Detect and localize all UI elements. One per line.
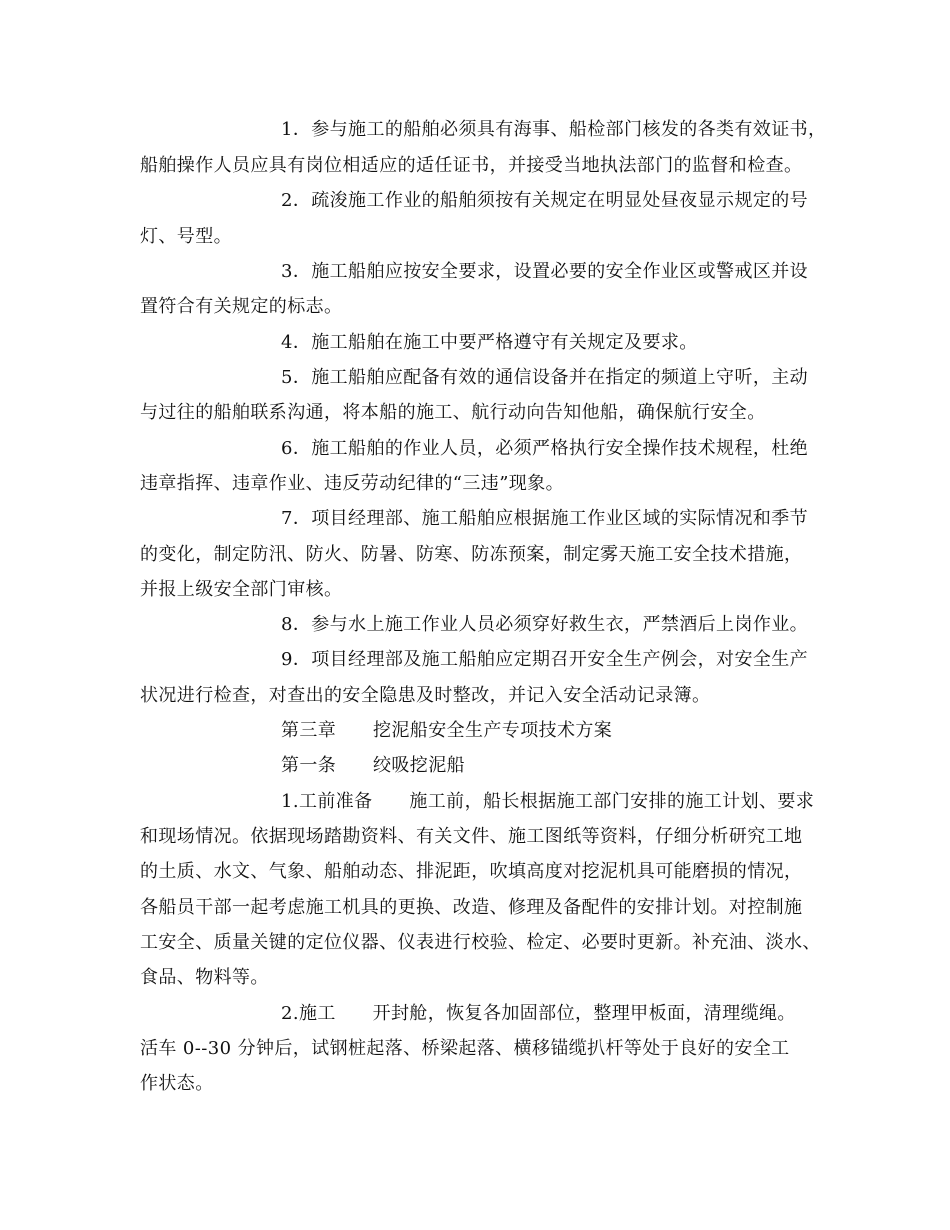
text-line: 9．项目经理部及施工船舶应定期召开安全生产例会，对安全生产 <box>281 649 809 670</box>
text-line: 违章指挥、违章作业、违反劳动纪律的“三违”现象。 <box>140 473 565 494</box>
text-line: 1．参与施工的船舶必须具有海事、船检部门核发的各类有效证书， <box>281 119 827 140</box>
text-line: 工安全、质量关键的定位仪器、仪表进行校验、检定、必要时更新。补充油、淡水、 <box>140 932 821 953</box>
text-line: 5．施工船舶应配备有效的通信设备并在指定的频道上守听，主动 <box>281 367 809 388</box>
text-line: 状况进行检查，对查出的安全隐患及时整改，并记入安全活动记录簿。 <box>140 685 711 706</box>
text-line: 3．施工船舶应按安全要求，设置必要的安全作业区或警戒区并设 <box>281 261 809 282</box>
text-line: 6．施工船舶的作业人员，必须严格执行安全操作技术规程，杜绝 <box>281 438 809 459</box>
text-line: 各船员干部一起考虑施工机具的更换、改造、修理及备配件的安排计划。对控制施 <box>140 897 803 918</box>
text-line: 船舶操作人员应具有岗位相适应的适任证书，并接受当地执法部门的监督和检查。 <box>140 155 803 176</box>
text-line: 置符合有关规定的标志。 <box>140 296 343 317</box>
text-line: 8．参与水上施工作业人员必须穿好救生衣，严禁酒后上岗作业。 <box>281 614 809 635</box>
text-line: 的土质、水文、气象、船舶动态、排泥距，吹填高度对挖泥机具可能磨损的情况， <box>140 861 803 882</box>
text-line: 7．项目经理部、施工船舶应根据施工作业区域的实际情况和季节 <box>281 508 809 529</box>
text-line: 作状态。 <box>140 1073 214 1094</box>
chapter-heading: 第三章 挖泥船安全生产专项技术方案 <box>281 720 613 741</box>
text-line: 并报上级安全部门审核。 <box>140 579 343 600</box>
text-line: 和现场情况。依据现场踏勘资料、有关文件、施工图纸等资料，仔细分析研究工地 <box>140 826 803 847</box>
text-line: 1.工前准备 施工前，船长根据施工部门安排的施工计划、要求 <box>281 791 815 812</box>
text-line: 食品、物料等。 <box>140 967 269 988</box>
text-line: 活车 0--30 分钟后，试钢桩起落、桥梁起落、横移锚缆扒杆等处于良好的安全工 <box>140 1038 790 1059</box>
text-line: 2．疏浚施工作业的船舶须按有关规定在明显处昼夜显示规定的号 <box>281 190 809 211</box>
text-line: 的变化，制定防汛、防火、防暑、防寒、防冻预案，制定雾天施工安全技术措施， <box>140 544 803 565</box>
text-line: 2.施工 开封舱，恢复各加固部位，整理甲板面，清理缆绳。 <box>281 1003 796 1024</box>
text-line: 4．施工船舶在施工中要严格遵守有关规定及要求。 <box>281 332 698 353</box>
text-line: 与过往的船舶联系沟通，将本船的施工、航行动向告知他船，确保航行安全。 <box>140 402 766 423</box>
text-line: 灯、号型。 <box>140 226 232 247</box>
section-heading: 第一条 绞吸挖泥船 <box>281 755 465 776</box>
